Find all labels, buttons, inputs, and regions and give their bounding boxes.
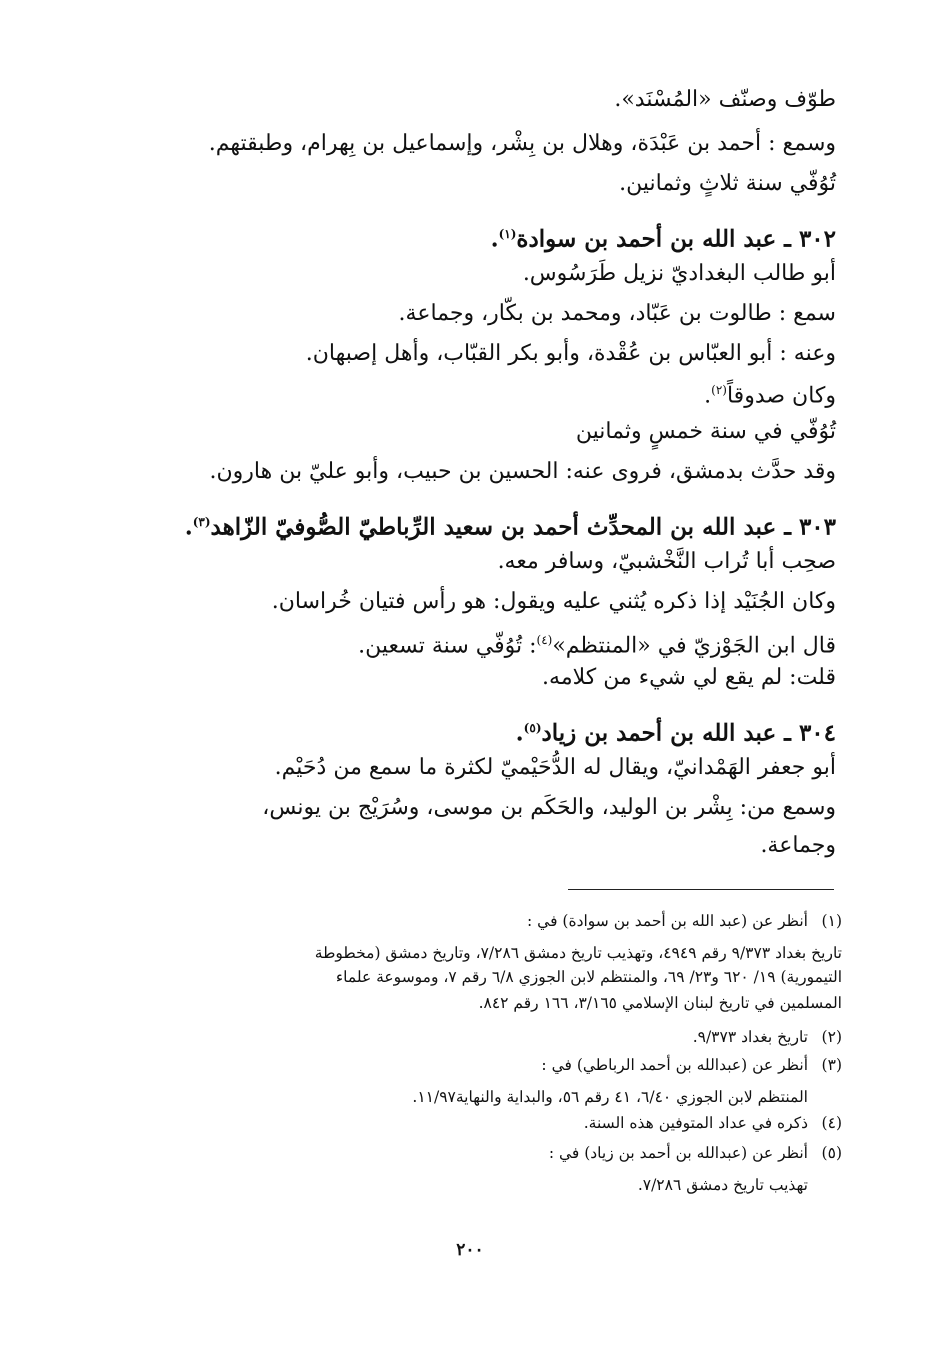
footnote-1-line: تاريخ بغداد ٩/٣٧٣ رقم ٤٩٤٩، وتهذيب تاريخ دمشق ٧/٢٨٦، وتاريخ دمشق (مخطوطة [314, 944, 842, 962]
footnote-number: (٤) [821, 1114, 842, 1132]
footnote-ref: (١) [498, 227, 517, 241]
text-line: وكان الجُنَيْد إذا ذكره يُثني عليه ويقول: هو رأس فتيان خُراسان. [271, 589, 836, 614]
text-line: وسمع : أحمد بن عَبْدَة، وهلال بن بِشْر، وإسماعيل بن بِهرام، وطبقتهم. [208, 131, 836, 156]
footnote-1-line: التيمورية) ١٩/ ٦٢٠ و٢٣/ ٦٩، والمنتظم لابن الجوزي ٦/٨ رقم ٧، وموسوعة علماء [335, 968, 842, 986]
text-span: وكان صدوقاً [726, 383, 836, 409]
text-line: قلت: لم يقع لي شيء من كلامه. [542, 665, 836, 690]
footnote-5 [549, 1142, 842, 1164]
page-number: ٢٠٠ [456, 1240, 484, 1260]
footnote-divider [568, 889, 834, 890]
text-line: وكان صدوقاً$^{(٢)}$. [704, 383, 836, 409]
footnote-ref: (٤) [536, 633, 553, 647]
text-line: أبو طالب البغداديّ نزيل طَرَسُوس. [522, 261, 836, 286]
text-line: وجماعة. [760, 833, 836, 858]
text-line: تُوُفّي في سنة خمسٍ وثمانين [575, 419, 836, 444]
footnote-3 [541, 1054, 842, 1076]
footnote-number: (٣) [821, 1056, 842, 1074]
footnote-1 [527, 910, 842, 932]
footnote-ref: (٣) [192, 515, 211, 529]
text-line: طوّف وصنّف «المُسْنَد». [614, 87, 836, 112]
footnote-2 [693, 1026, 842, 1048]
entry-title: ٣٠٢ ـ عبد الله بن أحمد بن سوادة [516, 225, 836, 253]
text-line: وعنه : أبو العبّاس بن عُقْدة، وأبو بكر القبّاب، وأهل إصبهان. [305, 341, 836, 366]
footnote-number: (٥) [821, 1144, 842, 1162]
text-line: وسمع من: بِشْر بن الوليد، والحَكَم بن موسى، وسُرَيْج بن يونس، [262, 795, 836, 820]
entry-heading-304: ٣٠٤ ـ عبد الله بن أحمد بن زياد$^{(٥)}$. [515, 719, 836, 747]
text-line: سمع : طالوت بن عَبّاد، ومحمد بن بكّار، وجماعة. [398, 301, 836, 326]
footnote-4 [584, 1112, 842, 1134]
footnote-3-line: المنتظم لابن الجوزي ٦/٤٠، ٤١ رقم ٥٦، والبداية والنهاية١١/٩٧. [412, 1088, 808, 1106]
footnote-text: أنظر عن (عبد الله بن أحمد بن سوادة) في : [527, 912, 808, 930]
text-span: : تُوُفّي سنة تسعين. [358, 633, 537, 659]
entry-title: ٣٠٤ ـ عبد الله بن أحمد بن زياد [541, 719, 836, 747]
text-line: أبو جعفر الهَمْدانيّ، ويقال له الدُّحَيْميّ لكثرة ما سمع من دُحَيْم. [274, 755, 836, 780]
footnote-1-line: المسلمين في تاريخ لبنان الإسلامي ٣/١٦٥، ١٦٦ رقم ٨٤٢. [478, 994, 842, 1012]
text-line: صحِب أبا تُراب النَّخْشبيّ، وسافر معه. [497, 549, 836, 574]
footnote-5-line: تهذيب تاريخ دمشق ٧/٢٨٦. [637, 1176, 808, 1194]
text-line [358, 624, 836, 662]
footnote-number: (١) [821, 912, 842, 930]
footnote-ref: (٥) [523, 721, 542, 735]
footnote-ref: (٢) [711, 383, 727, 397]
entry-heading-303: ٣٠٣ ـ عبد الله بن المحدِّث أحمد بن سعيد الرِّباطيّ الصُّوفيّ الزّاهد$^{(٣)}$. [184, 513, 836, 541]
text-line: تُوُفّي سنة ثلاثٍ وثمانين. [619, 171, 836, 196]
text-line: وقد حدَّث بدمشق، فروى عنه: الحسين بن حبيب، وأبو عليّ بن هارون. [209, 459, 836, 484]
text-span: قال ابن الجَوْزيّ في «المنتظم» [552, 633, 836, 659]
footnote-text: أنظر عن (عبدالله بن أحمد الرباطي) في : [541, 1056, 808, 1074]
entry-heading-302: ٣٠٢ ـ عبد الله بن أحمد بن سوادة$^{(١)}$. [490, 225, 836, 253]
entry-title: ٣٠٣ ـ عبد الله بن المحدِّث أحمد بن سعيد الرِّباطيّ الصُّوفيّ الزّاهد [210, 513, 836, 541]
footnote-text: أنظر عن (عبدالله بن أحمد بن زياد) في : [548, 1144, 808, 1162]
footnote-text: تاريخ بغداد ٩/٣٧٣. [692, 1028, 808, 1046]
footnote-text: ذكره في عداد المتوفين هذه السنة. [583, 1114, 808, 1132]
footnote-number: (٢) [821, 1028, 842, 1046]
